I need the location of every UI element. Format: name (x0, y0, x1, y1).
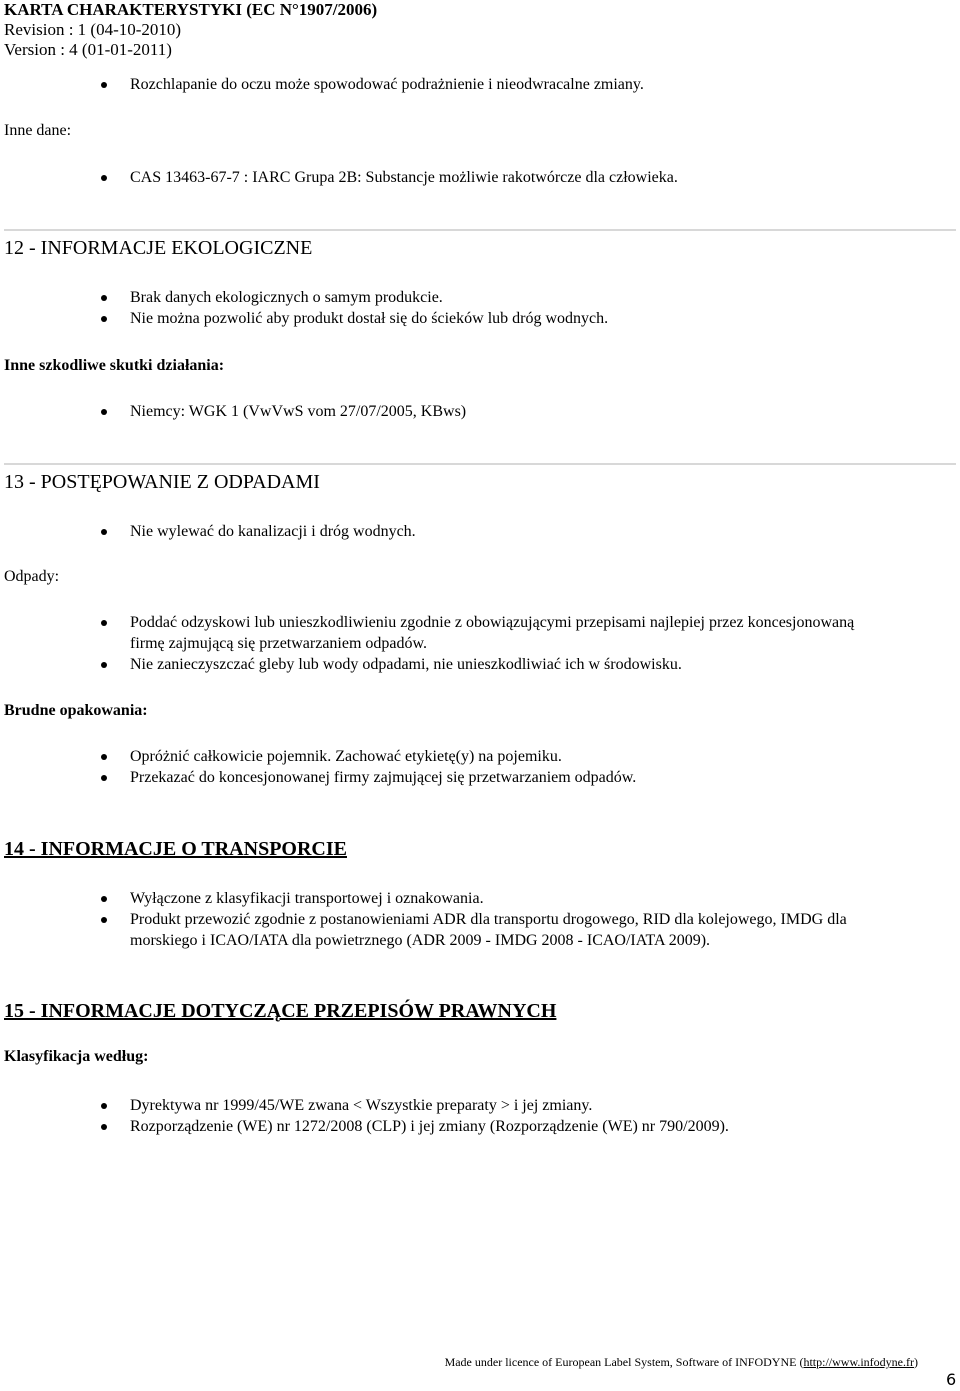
brudne-opakowania-label: Brudne opakowania: (4, 702, 148, 719)
list-item: Wyłączone z klasyfikacji transportowej i oznakowania. (130, 890, 484, 907)
document-title: KARTA CHARAKTERYSTYKI (EC N°1907/2006) (4, 0, 378, 19)
section-13-title: 13 - POSTĘPOWANIE Z ODPADAMI (4, 471, 320, 493)
footer-close: ) (914, 1355, 918, 1369)
bullet-icon (101, 82, 107, 88)
bullet-icon (101, 662, 107, 668)
list-item: Nie można pozwolić aby produkt dostał się do ścieków lub dróg wodnych. (130, 310, 609, 327)
section-15-title: 15 - INFORMACJE DOTYCZĄCE PRZEPISÓW PRAWNYCH (4, 1000, 557, 1022)
section-12-title: 12 - INFORMACJE EKOLOGICZNE (4, 237, 313, 259)
section-divider (4, 229, 956, 231)
klasyfikacja-label: Klasyfikacja według: (4, 1048, 149, 1065)
list-item: Produkt przewozić zgodnie z postanowieniami ADR dla transportu drogowego, RID dla kolejowego, IMDG dla (130, 911, 847, 928)
bullet-icon (101, 775, 107, 781)
list-item: Nie zanieczyszczać gleby lub wody odpadami, nie unieszkodliwiać ich w środowisku. (130, 656, 682, 673)
bullet-icon (101, 295, 107, 301)
list-item: Dyrektywa nr 1999/45/WE zwana < Wszystkie preparaty > i jej zmiany. (130, 1097, 593, 1114)
bullet-icon (101, 409, 107, 415)
list-item: Poddać odzyskowi lub unieszkodliwieniu zgodnie z obowiązującymi przepisami najlepiej przez koncesjonowaną (130, 614, 855, 631)
footer-note (445, 1354, 918, 1370)
list-item: Rozporządzenie (WE) nr 1272/2008 (CLP) i jej zmiany (Rozporządzenie (WE) nr 790/2009). (130, 1118, 729, 1135)
bullet-icon (101, 620, 107, 626)
list-item: Rozchlapanie do oczu może spowodować podrażnienie i nieodwracalne zmiany. (130, 76, 644, 93)
list-item: Opróżnić całkowicie pojemnik. Zachować etykietę(y) na pojemiku. (130, 748, 562, 765)
bullet-icon (101, 896, 107, 902)
bullet-icon (101, 917, 107, 923)
bullet-icon (101, 1124, 107, 1130)
section-14-title: 14 - INFORMACJE O TRANSPORCIE (4, 838, 347, 860)
bullet-icon (101, 175, 107, 181)
bullet-icon (101, 754, 107, 760)
list-item: Niemcy: WGK 1 (VwVwS vom 27/07/2005, KBws) (130, 403, 467, 420)
bullet-icon (101, 529, 107, 535)
version-line: Version : 4 (01-01-2011) (4, 40, 172, 59)
section-divider (4, 463, 956, 465)
inne-szkodliwe-label: Inne szkodliwe skutki działania: (4, 357, 225, 374)
list-item-continuation: morskiego i ICAO/IATA dla powietrznego (ADR 2009 - IMDG 2008 - ICAO/IATA 2009). (130, 932, 711, 949)
list-item: Brak danych ekologicznych o samym produkcie. (130, 289, 443, 306)
footer-text: Made under licence of European Label System, Software of INFODYNE ( (444, 1355, 804, 1369)
page-number: 6 (946, 1370, 957, 1389)
list-item-continuation: firmę zajmującą się przetwarzaniem odpadów. (130, 635, 428, 652)
list-item: Nie wylewać do kanalizacji i dróg wodnych. (130, 523, 416, 540)
bullet-icon (101, 1103, 107, 1109)
footer-link[interactable]: http://www.infodyne.fr (803, 1355, 914, 1369)
inne-dane-label: Inne dane: (4, 122, 72, 139)
list-item: Przekazać do koncesjonowanej firmy zajmującej się przetwarzaniem odpadów. (130, 769, 637, 786)
odpady-label: Odpady: (4, 568, 60, 585)
bullet-icon (101, 316, 107, 322)
list-item: CAS 13463-67-7 : IARC Grupa 2B: Substancje możliwie rakotwórcze dla człowieka. (130, 169, 678, 186)
revision-line: Revision : 1 (04-10-2010) (4, 20, 182, 39)
